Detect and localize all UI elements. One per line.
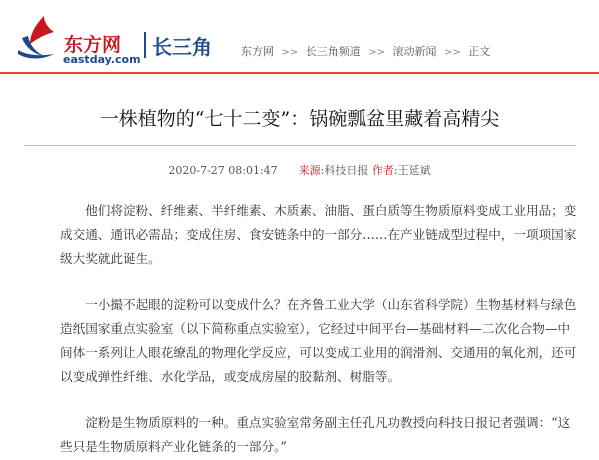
site-logo-domain[interactable]: eastday.com xyxy=(63,53,141,66)
channel-logo-text[interactable]: 长三角 xyxy=(152,35,212,59)
article-paragraph: 淀粉是生物质原料的一种。重点实验室常务副主任孔凡功教授向科技日报记者强调：“这些只是生物质原料产业化链条的一部分。” xyxy=(60,415,571,454)
article-source: 科技日报 xyxy=(324,164,369,177)
site-logo-text[interactable]: 东方网 xyxy=(64,34,122,56)
breadcrumb-home-link[interactable]: 东方网 xyxy=(241,45,274,58)
title-divider xyxy=(24,145,576,146)
article-paragraph: 一小撮不起眼的淀粉可以变成什么？在齐鲁工业大学（山东省科学院）生物基材料与绿色造纸国家重点实验室（以下简称重点实验室），它经过中间平台—基础材料—二次化合物—中间体一系列让人眼花缭乱的物理化学反应，可以变成工业用的润滑剂、交通用的氧化剂，还可以变成弹性纤维、水化学品，或变成房屋的胶黏剂、树脂等。 xyxy=(60,297,577,384)
breadcrumb xyxy=(241,43,490,59)
breadcrumb-separator: >> xyxy=(368,47,386,58)
article-author: 王延斌 xyxy=(397,164,431,177)
article-title: 一株植物的“七十二变”：锅碗瓢盆里藏着高精尖 xyxy=(99,108,500,130)
breadcrumb-current: 正文 xyxy=(468,45,491,58)
source-label: 来源: xyxy=(298,164,325,177)
author-label: 作者: xyxy=(371,164,398,177)
breadcrumb-separator: >> xyxy=(444,47,461,58)
logo-divider xyxy=(144,32,146,58)
article-datetime: 2020-7-27 08:01:47 xyxy=(168,164,278,177)
eastday-logo-icon[interactable] xyxy=(16,14,56,60)
breadcrumb-separator: >> xyxy=(281,47,299,58)
article-meta xyxy=(0,162,599,178)
header-red-divider xyxy=(0,72,599,74)
site-header xyxy=(0,0,599,74)
breadcrumb-rolling-news-link[interactable]: 滚动新闻 xyxy=(392,45,437,58)
breadcrumb-channel-link[interactable]: 长三角频道 xyxy=(305,45,361,58)
article-paragraph: 他们将淀粉、纤维素、半纤维素、木质素、油脂、蛋白质等生物质原料变成工业用品；变成交通、通讯必需品；变成住房、食安链条中的一部分……在产业链成型过程中，一项项国家级大奖就此诞生。 xyxy=(60,203,577,266)
